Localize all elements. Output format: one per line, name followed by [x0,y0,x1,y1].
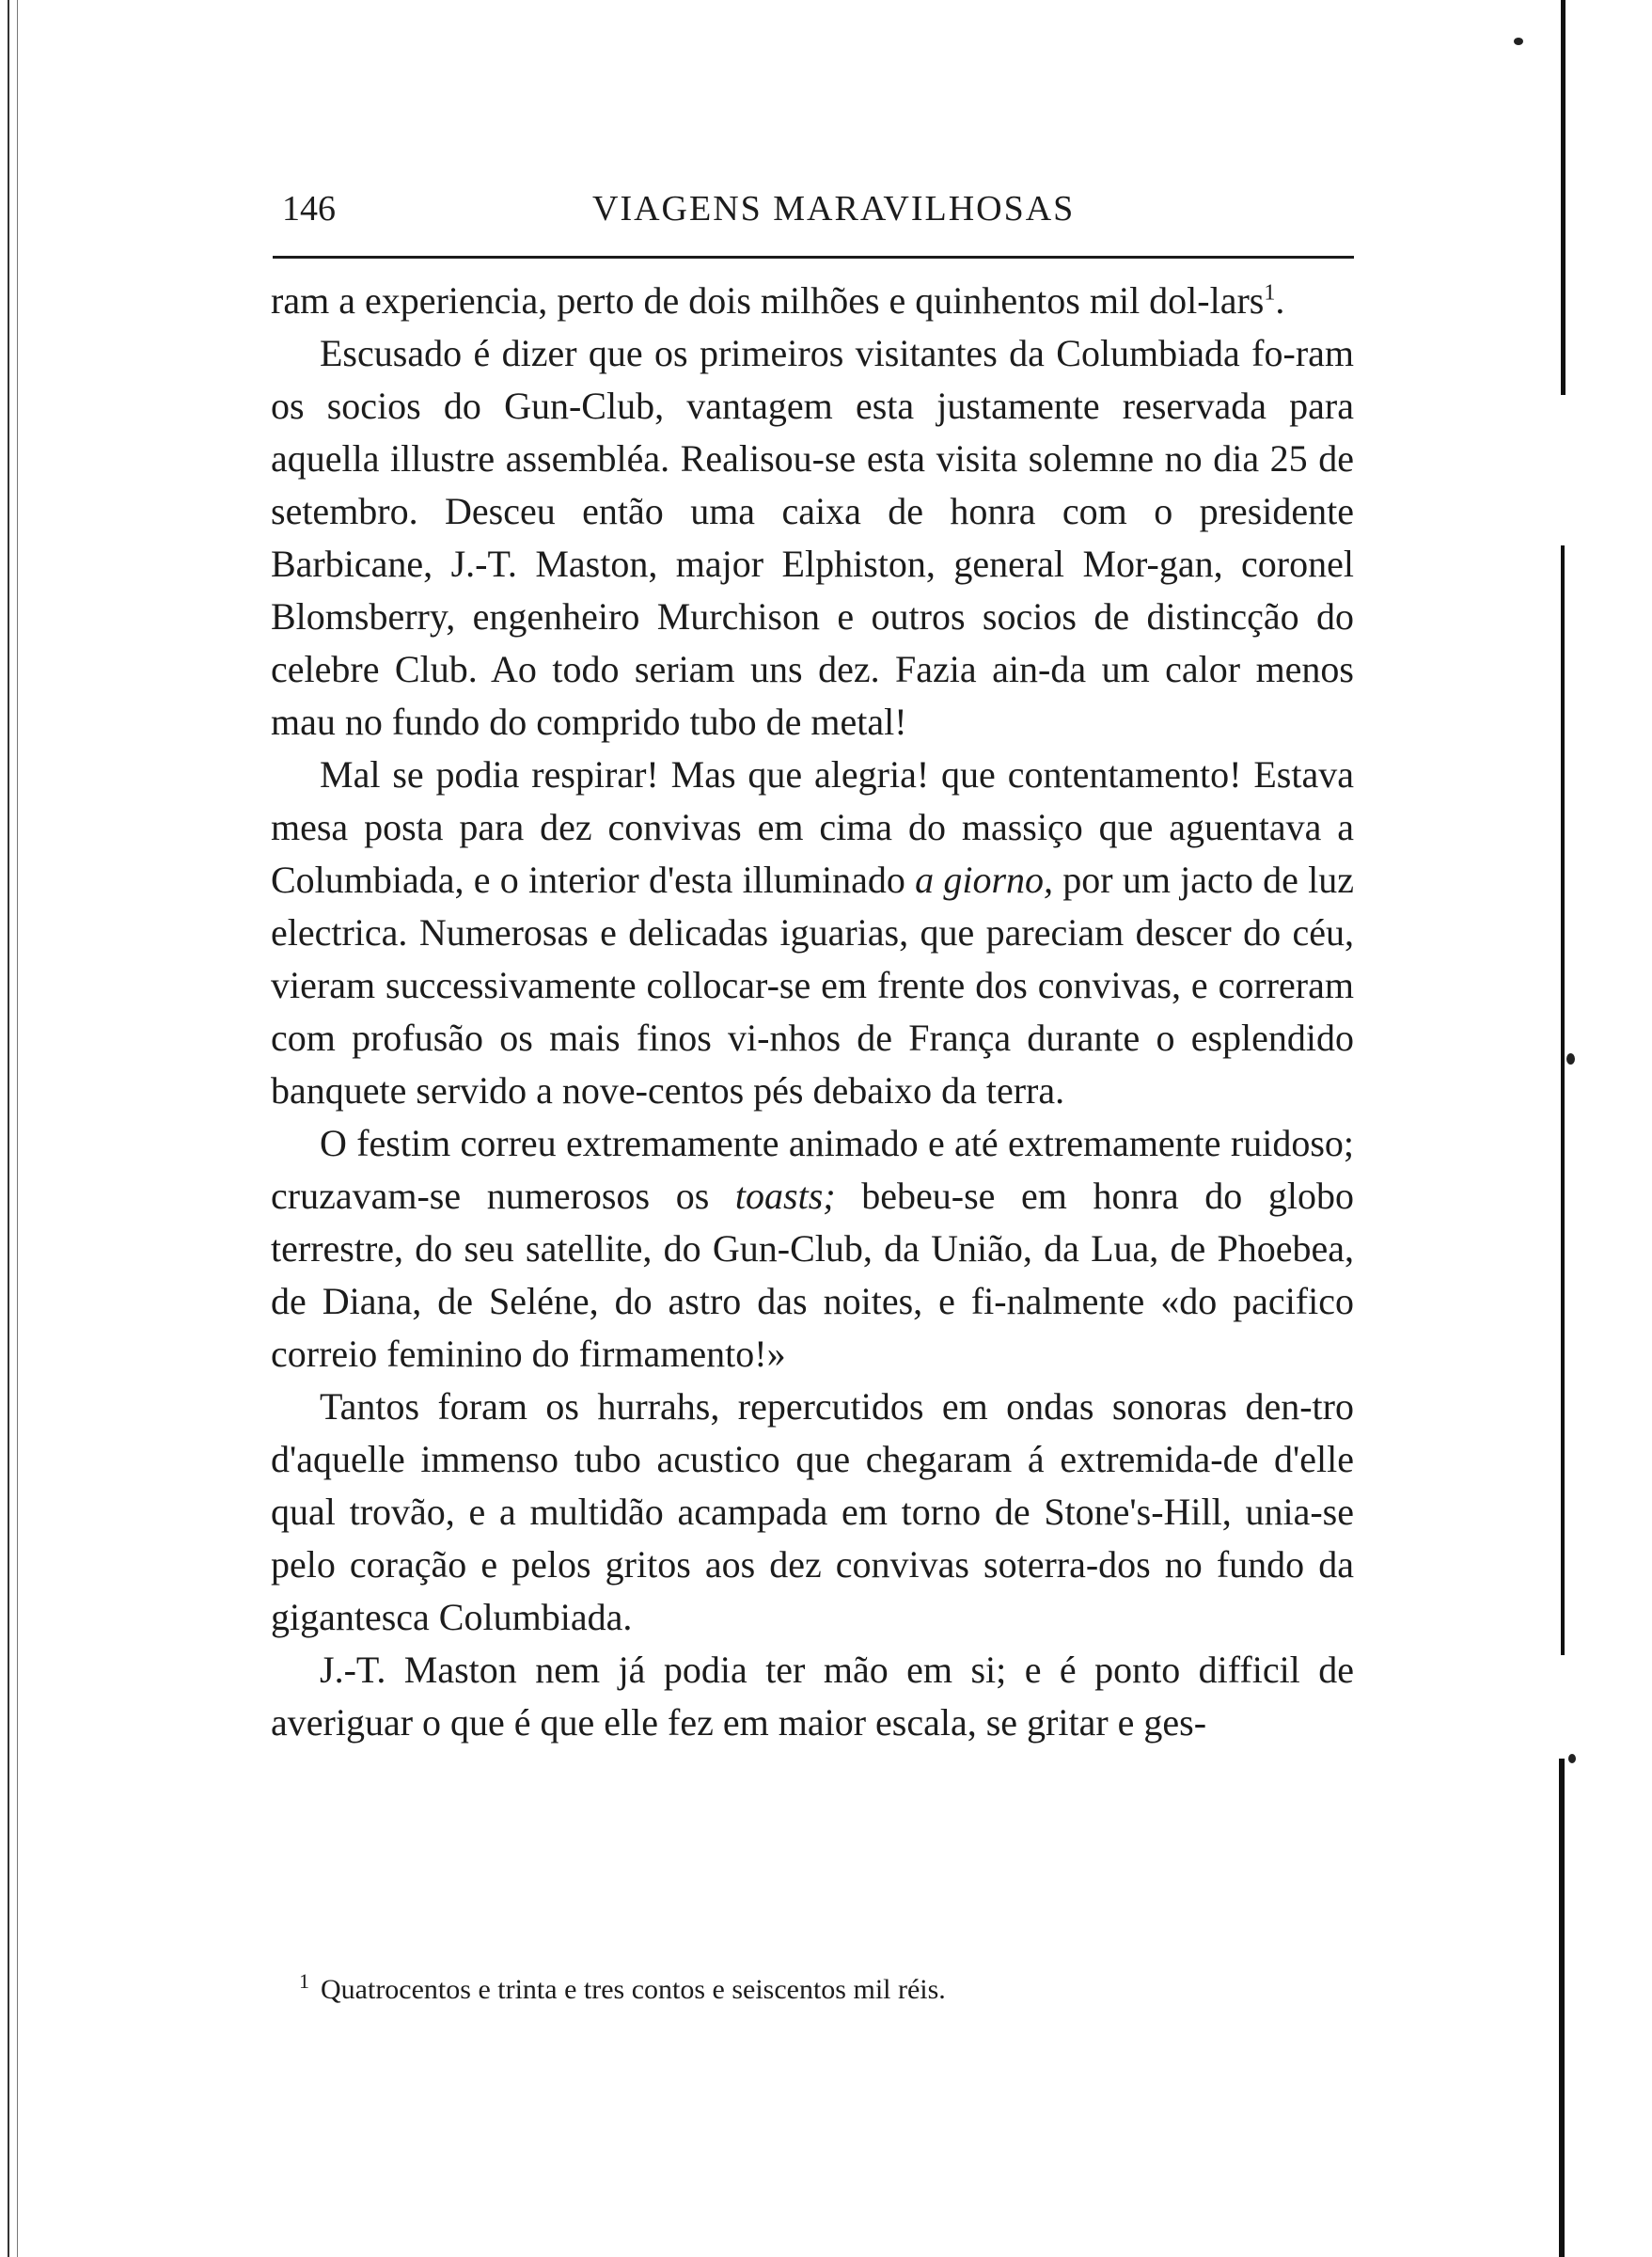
running-title: VIAGENS MARAVILHOSAS [592,189,1076,229]
scan-edge-right-mid [1561,545,1565,1655]
body-text [271,275,1354,1749]
footnote-reference: 1 [1264,280,1276,306]
scan-edge-right-bottom [1559,1759,1565,2257]
paragraph-text: O festim correu extremamente animado e até extremamente ruidoso; cruzavam-se numerosos os [271,1122,1354,1217]
paragraph-text: bebeu-se em honra do globo terrestre, do seu satellite, do Gun-Club, da União, da Lua, de Phoebea, de Diana, de Seléne, do astro das noites, e fi-nalmente «do pacifico correio feminino do firmamento!» [271,1175,1354,1375]
paragraph-text: por um jacto de luz electrica. Numerosas e delicadas iguarias, que pareciam descer do céu, vieram successivamente collocar-se em frente dos convivas, e correram com profusão os mais finos vi-nhos de França durante o esplendido banquete servido a nove-centos pés debaixo da terra. [271,859,1354,1112]
paragraph [271,1117,1354,1381]
footnote-text: Quatrocentos e trinta e tres contos e seiscentos mil réis. [321,1974,946,2005]
paragraph [271,275,1354,327]
running-header [282,188,1354,237]
scan-edge-left-inner [17,0,18,2257]
italic-phrase: a giorno, [915,859,1054,901]
scan-edge-right-top [1561,0,1565,395]
scan-speck [1514,38,1523,45]
paragraph: Escusado é dizer que os primeiros visitantes da Columbiada fo-ram os socios do Gun-Club, vantagem esta justamente reservada para aquella illustre assembléa. Realisou-se esta visita solemne no dia 25 de setembro. Desceu então uma caixa de honra com o presidente Barbicane, J.-T. Maston, major Elphiston, general Mor-gan, coronel Blomsberry, engenheiro Murchison e outros socios de distincção do celebre Club. Ao todo seriam uns dez. Fazia ain-da um calor menos mau no fundo do comprido tubo de metal! [271,332,1354,743]
header-rule [273,256,1354,259]
scan-edge-left [8,0,9,2257]
paragraph: Tantos foram os hurrahs, repercutidos em ondas sonoras den-tro d'aquelle immenso tubo acustico que chegaram á extremida-de d'elle qual trovão, e a multidão acampada em torno de Stone's-Hill, unia-se pelo coração e pelos gritos aos dez convivas soterra-dos no fundo da gigantesca Columbiada. [271,1385,1354,1638]
page-number: 146 [282,189,336,229]
paragraph-text: . [1275,279,1285,322]
paragraph: J.-T. Maston nem já podia ter mão em si; e é ponto difficil de averiguar o que é que elle fez em maior escala, se gritar e ges- [271,1649,1354,1744]
paragraph [271,749,1354,1117]
paragraph-text: Mal se podia respirar! Mas que alegria! que contentamento! Estava mesa posta para dez convivas em cima do massiço que aguentava a Columbiada, e o interior d'esta illuminado [271,753,1354,901]
scan-speck [1568,1754,1576,1763]
paragraph-text: ram a experiencia, perto de dois milhões e quinhentos mil dol-lars [271,279,1265,322]
footnote [299,1971,1333,2009]
footnote-number: 1 [299,1969,309,1993]
scan-speck [1566,1053,1575,1065]
italic-phrase: toasts; [734,1175,836,1217]
